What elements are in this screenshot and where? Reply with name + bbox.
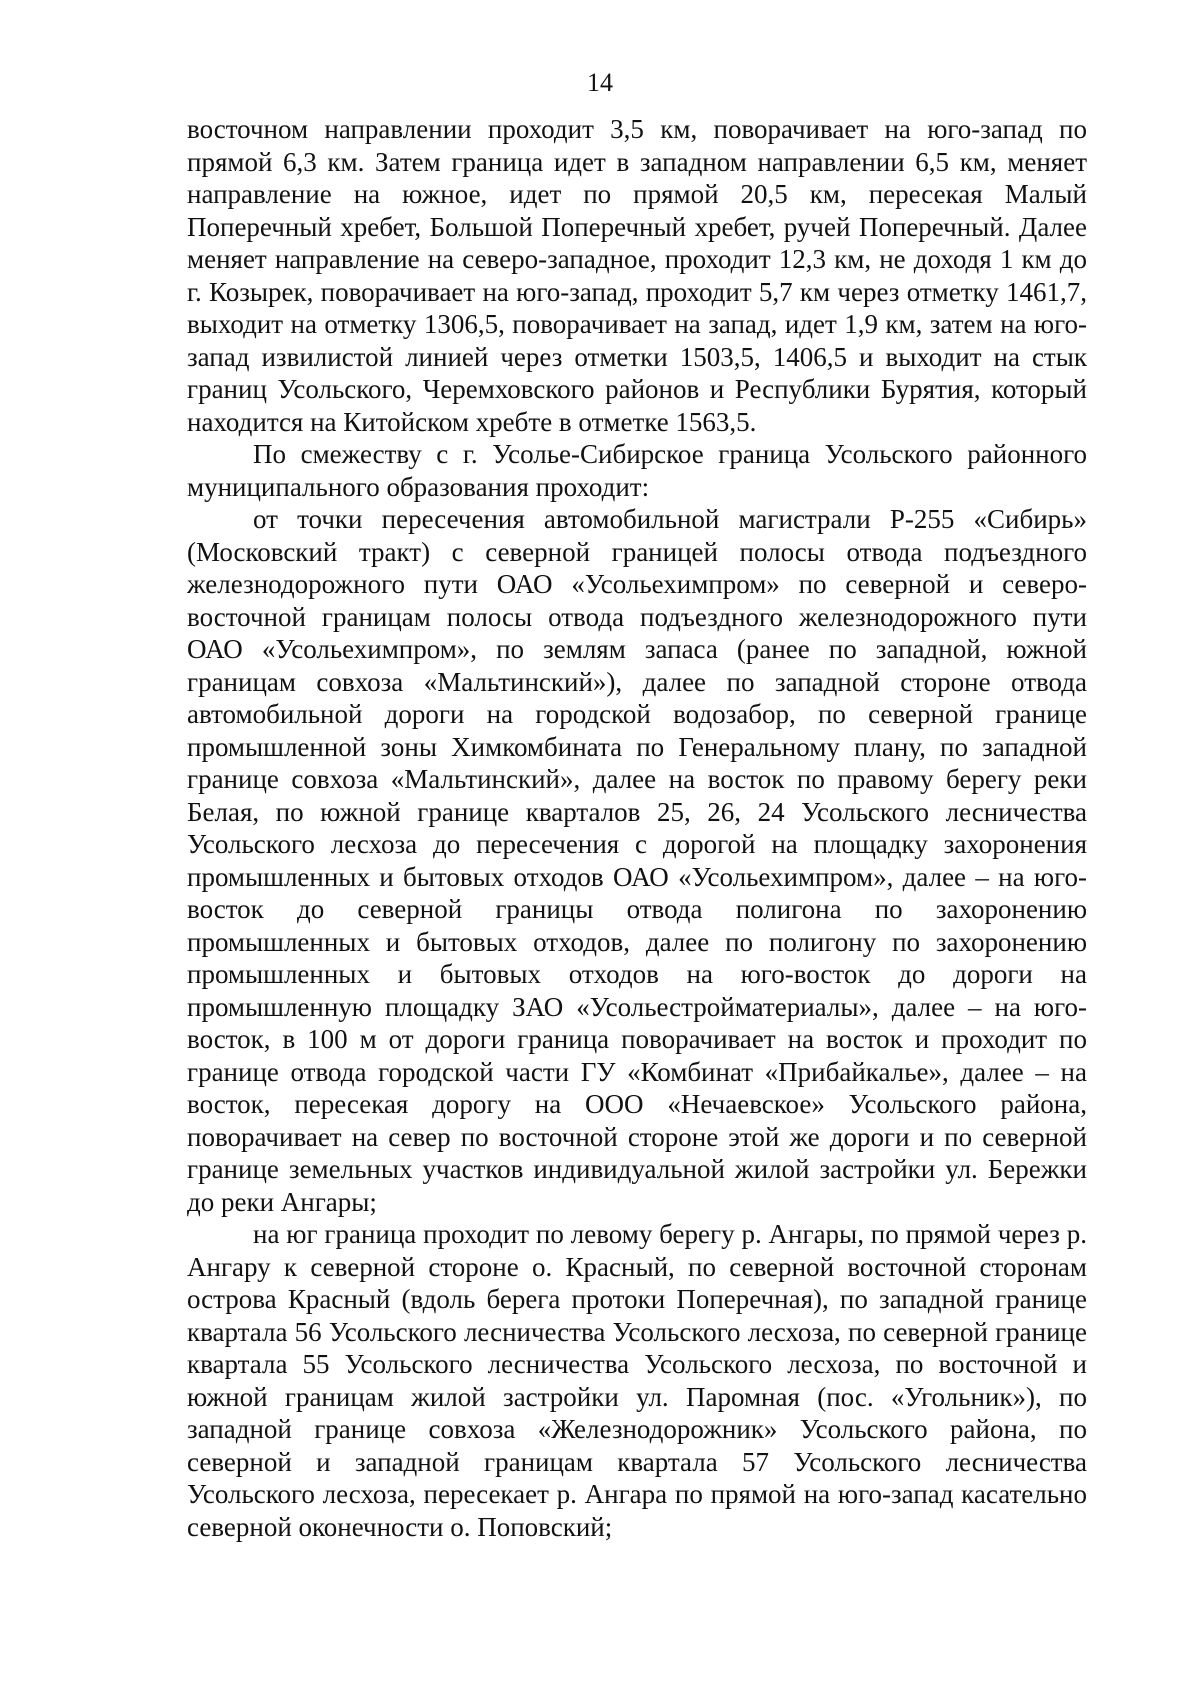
document-body [187,113,1087,1543]
paragraph-adjacency-intro: По смежеству с г. Усолье-Сибирское граница Усольского районного муниципального образования проходит: [187,439,1087,502]
paragraph-boundary-north: от точки пересечения автомобильной магистрали Р-255 «Сибирь» (Московский тракт) с северной границей полосы отвода подъездного железнодорожного пути ОАО «Усольехимпром» по северной и северо-восточной границам полосы отвода подъездного железнодорожного пути ОАО «Усольехимпром», по землям запаса (ранее по западной, южной границам совхоза «Мальтинский»), далее по западной стороне отвода автомобильной дороги на городской водозабор, по северной границе промышленной зоны Химкомбината по Генеральному плану, по западной границе совхоза «Мальтинский», далее на восток по правому берегу реки Белая, по южной границе кварталов 25, 26, 24 Усольского лесничества Усольского лесхоза до пересечения с дорогой на площадку захоронения промышленных и бытовых отходов ОАО «Усольехимпром», далее – на юго-восток до северной границы отвода полигона по захоронению промышленных и бытовых отходов, далее по полигону по захоронению промышленных и бытовых отходов на юго-восток до дороги на промышленную площадку ЗАО «Усольестройматериалы», далее – на юго-восток, в 100 м от дороги граница поворачивает на восток и проходит по границе отвода городской части ГУ «Комбинат «Прибайкалье», далее – на восток, пересекая дорогу на ООО «Нечаевское» Усольского района, поворачивает на север по восточной стороне этой же дороги и по северной границе земельных участков индивидуальной жилой застройки ул. Бережки до реки Ангары; [187,504,1087,1217]
paragraph-boundary-south: на юг граница проходит по левому берегу р. Ангары, по прямой через р. Ангару к северной стороне о. Красный, по северной восточной сторонам острова Красный (вдоль берега протоки Поперечная), по западной границе квартала 56 Усольского лесничества Усольского лесхоза, по северной границе квартала 55 Усольского лесничества Усольского лесхоза, по восточной и южной границам жилой застройки ул. Паромная (пос. «Угольник»), по западной границе совхоза «Железнодорожник» Усольского района, по северной и западной границам квартала 57 Усольского лесничества Усольского лесхоза, пересекает р. Ангара по прямой на юго-запад касательно северной оконечности о. Поповский; [187,1219,1087,1542]
paragraph-boundary-continuation: восточном направлении проходит 3,5 км, поворачивает на юго-запад по прямой 6,3 км. Затем граница идет в западном направлении 6,5 км, меняет направление на южное, идет по прямой 20,5 км, пересекая Малый Поперечный хребет, Большой Поперечный хребет, ручей Поперечный. Далее меняет направление на северо-западное, проходит 12,3 км, не доходя 1 км до г. Козырек, поворачивает на юго-запад, проходит 5,7 км через отметку 1461,7, выходит на отметку 1306,5, поворачивает на запад, идет 1,9 км, затем на юго-запад извилистой линией через отметки 1503,5, 1406,5 и выходит на стык границ Усольского, Черемховского районов и Республики Бурятия, который находится на Китойском хребте в отметке 1563,5. [187,114,1087,437]
page-number: 14 [587,68,613,97]
